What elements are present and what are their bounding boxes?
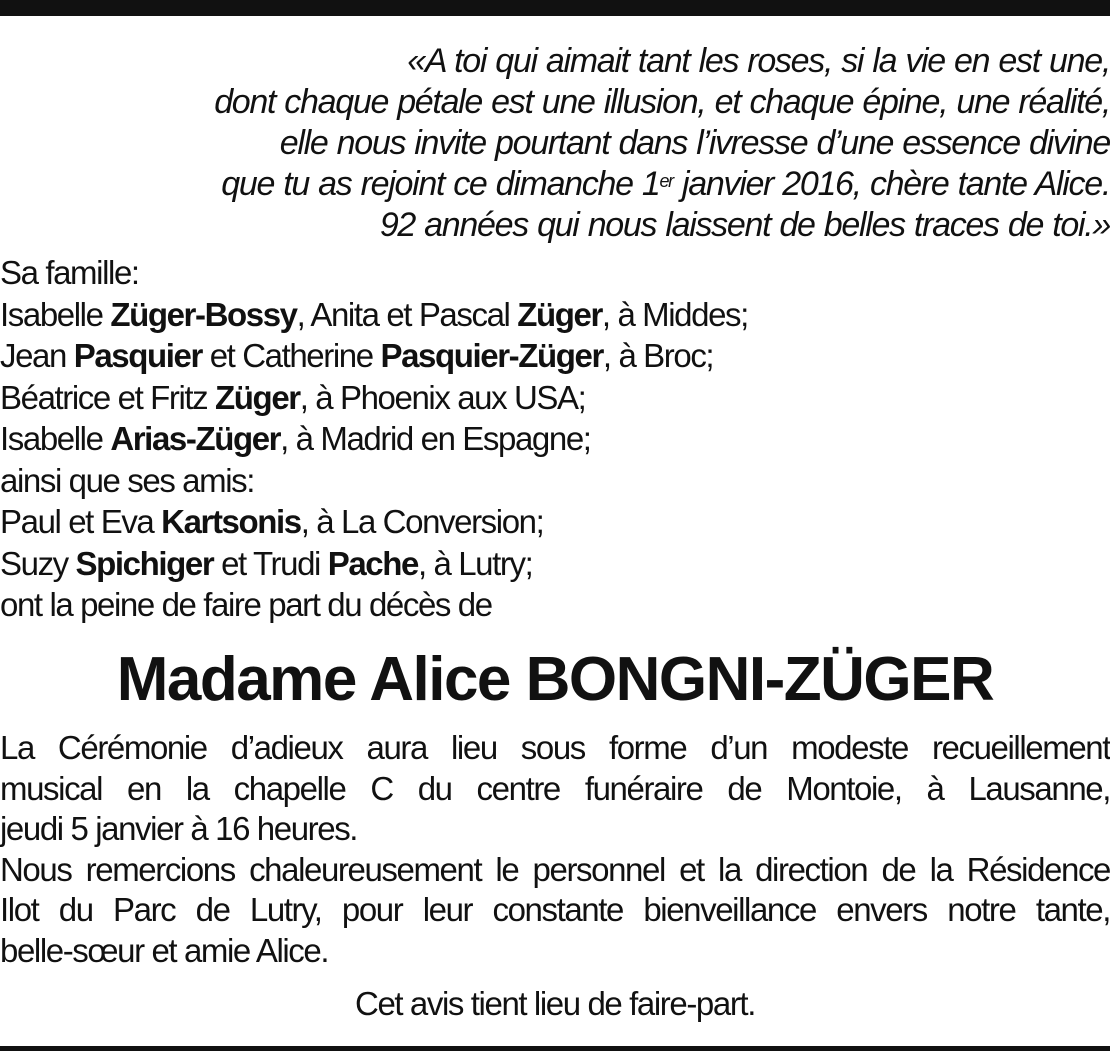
ceremony-text-line: jeudi 5 janvier à 16 heures. — [0, 810, 358, 847]
family-member-line — [0, 335, 1110, 377]
member-text: Béatrice et Fritz — [0, 378, 216, 416]
poem-text: janvier 2016, chère tante Alice. — [672, 165, 1110, 203]
member-text: et Catherine — [201, 337, 381, 374]
member-surname: Züger-Bossy — [110, 295, 297, 333]
deceased-name: Madame Alice BONGNI-ZÜGER — [116, 645, 994, 714]
bottom-border-rule — [0, 1046, 1110, 1051]
family-member-line — [0, 418, 1110, 460]
member-location: , à Phoenix aux USA; — [299, 378, 586, 416]
member-text: Isabelle — [0, 420, 111, 457]
member-text: Paul et Eva — [0, 503, 162, 540]
member-surname: Pasquier-Züger — [380, 337, 603, 374]
member-text: Isabelle — [0, 295, 111, 333]
epigraph-poem — [0, 41, 1110, 246]
member-text: et Trudi — [213, 544, 328, 582]
ordinal-suffix: er — [659, 171, 673, 191]
member-text: Jean — [0, 337, 74, 374]
poem-line: «A toi qui aimait tant les roses, si la vie en est une, — [407, 42, 1110, 80]
member-surname: Züger — [517, 295, 602, 333]
member-location: , à Lutry; — [417, 544, 533, 582]
member-surname: Arias-Züger — [110, 420, 281, 457]
family-heading: Sa famille: — [0, 254, 139, 291]
member-text: , Anita et Pascal — [296, 295, 518, 333]
poem-line — [0, 164, 1110, 205]
member-surname: Spichiger — [75, 544, 214, 582]
ceremony-details — [0, 728, 1110, 1025]
member-surname: Züger — [215, 378, 300, 416]
ceremony-text-line: La Cérémonie d’adieux aura lieu sous forme d’un modeste recueillement — [0, 729, 1110, 766]
member-location: , à Middes; — [601, 295, 748, 333]
thanks-text-line: belle-sœur et amie Alice. — [0, 931, 329, 969]
member-location: , à La Conversion; — [300, 503, 544, 540]
ceremony-text-line: musical en la chapelle C du centre funéraire de Montoie, à Lausanne, — [0, 769, 1110, 807]
member-location: , à Broc; — [602, 337, 714, 374]
thanks-text-line: Nous remercions chaleureusement le personnel et la direction de la Résidence — [0, 850, 1110, 888]
announcement-line: ont la peine de faire part du décès de — [0, 586, 492, 623]
member-location: , à Madrid en Espagne; — [280, 420, 591, 457]
friends-heading: ainsi que ses amis: — [0, 461, 255, 499]
notice-line: Cet avis tient lieu de faire-part. — [355, 985, 755, 1022]
poem-line: elle nous invite pourtant dans l’ivresse d’une essence divine — [279, 124, 1110, 162]
member-surname: Pache — [327, 544, 418, 582]
family-list — [0, 252, 1110, 626]
poem-line: dont chaque pétale est une illusion, et chaque épine, une réalité, — [214, 83, 1110, 121]
family-member-line — [0, 294, 1110, 336]
top-border-rule — [0, 0, 1110, 16]
family-member-line — [0, 377, 1110, 419]
friend-line — [0, 501, 1110, 543]
thanks-text-line: Ilot du Parc de Lutry, pour leur constante bienveillance envers notre tante, — [0, 891, 1110, 928]
poem-line: 92 années qui nous laissent de belles traces de toi.» — [379, 206, 1110, 244]
poem-text: que tu as rejoint ce dimanche 1 — [221, 165, 660, 203]
friend-line — [0, 543, 1110, 585]
member-surname: Kartsonis — [161, 503, 301, 540]
member-text: Suzy — [0, 544, 76, 582]
member-surname: Pasquier — [73, 337, 202, 374]
